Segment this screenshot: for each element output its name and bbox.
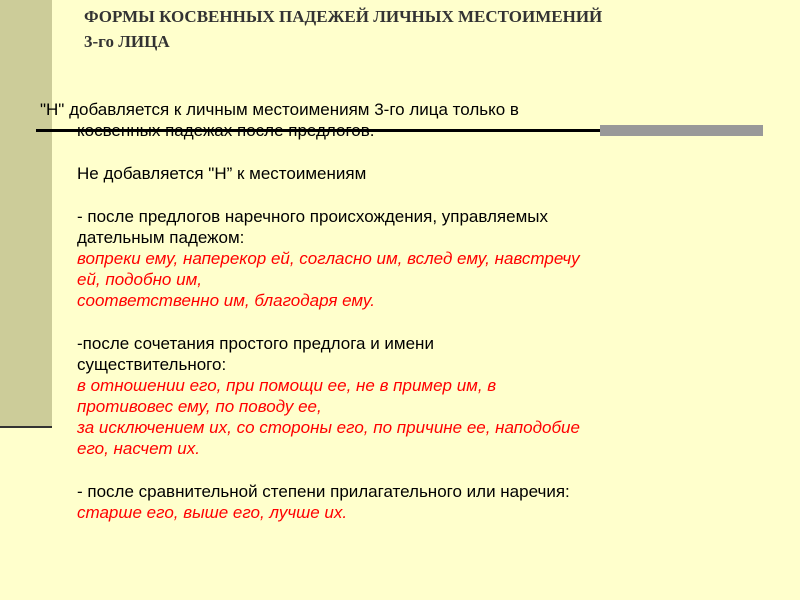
- not-added-heading: Не добавляется "Н” к местоимениям: [77, 164, 367, 183]
- spacer: [40, 311, 780, 333]
- example-text: в отношении его, при помощи ее, не в пример им, в: [77, 376, 497, 395]
- spacer: [40, 459, 780, 481]
- example-text: ей, подобно им,: [77, 270, 202, 289]
- slide-title-line: 3-го ЛИЦА: [84, 32, 170, 51]
- example-text: соответственно им, благодаря ему.: [77, 291, 375, 310]
- example-text: вопреки ему, наперекор ей, согласно им, вслед ему, навстречу: [77, 249, 580, 268]
- rule-text: дательным падежом:: [77, 228, 245, 247]
- rule-text: -после сочетания простого предлога и имени: [77, 334, 434, 353]
- rule-text: существительного:: [77, 355, 227, 374]
- spacer: [40, 184, 780, 206]
- example-text: противовес ему, по поводу ее,: [77, 397, 322, 416]
- spacer: [40, 141, 780, 163]
- intro-line: косвенных падежах после предлогов.: [77, 121, 375, 140]
- example-text: старше его, выше его, лучше их.: [77, 503, 348, 522]
- slide-title: [84, 4, 764, 54]
- example-text: за исключением их, со стороны его, по причине ее, наподобие: [77, 418, 580, 437]
- rule-text: - после предлогов наречного происхождения, управляемых: [77, 207, 549, 226]
- example-text: его, насчет их.: [77, 439, 200, 458]
- slide-title-line: ФОРМЫ КОСВЕННЫХ ПАДЕЖЕЙ ЛИЧНЫХ МЕСТОИМЕНИЙ: [84, 7, 603, 26]
- rule-text: - после сравнительной степени прилагательного или наречия:: [77, 482, 570, 501]
- intro-line: "Н" добавляется к личным местоимениям 3-го лица только в: [40, 100, 519, 119]
- slide-body: [40, 99, 780, 523]
